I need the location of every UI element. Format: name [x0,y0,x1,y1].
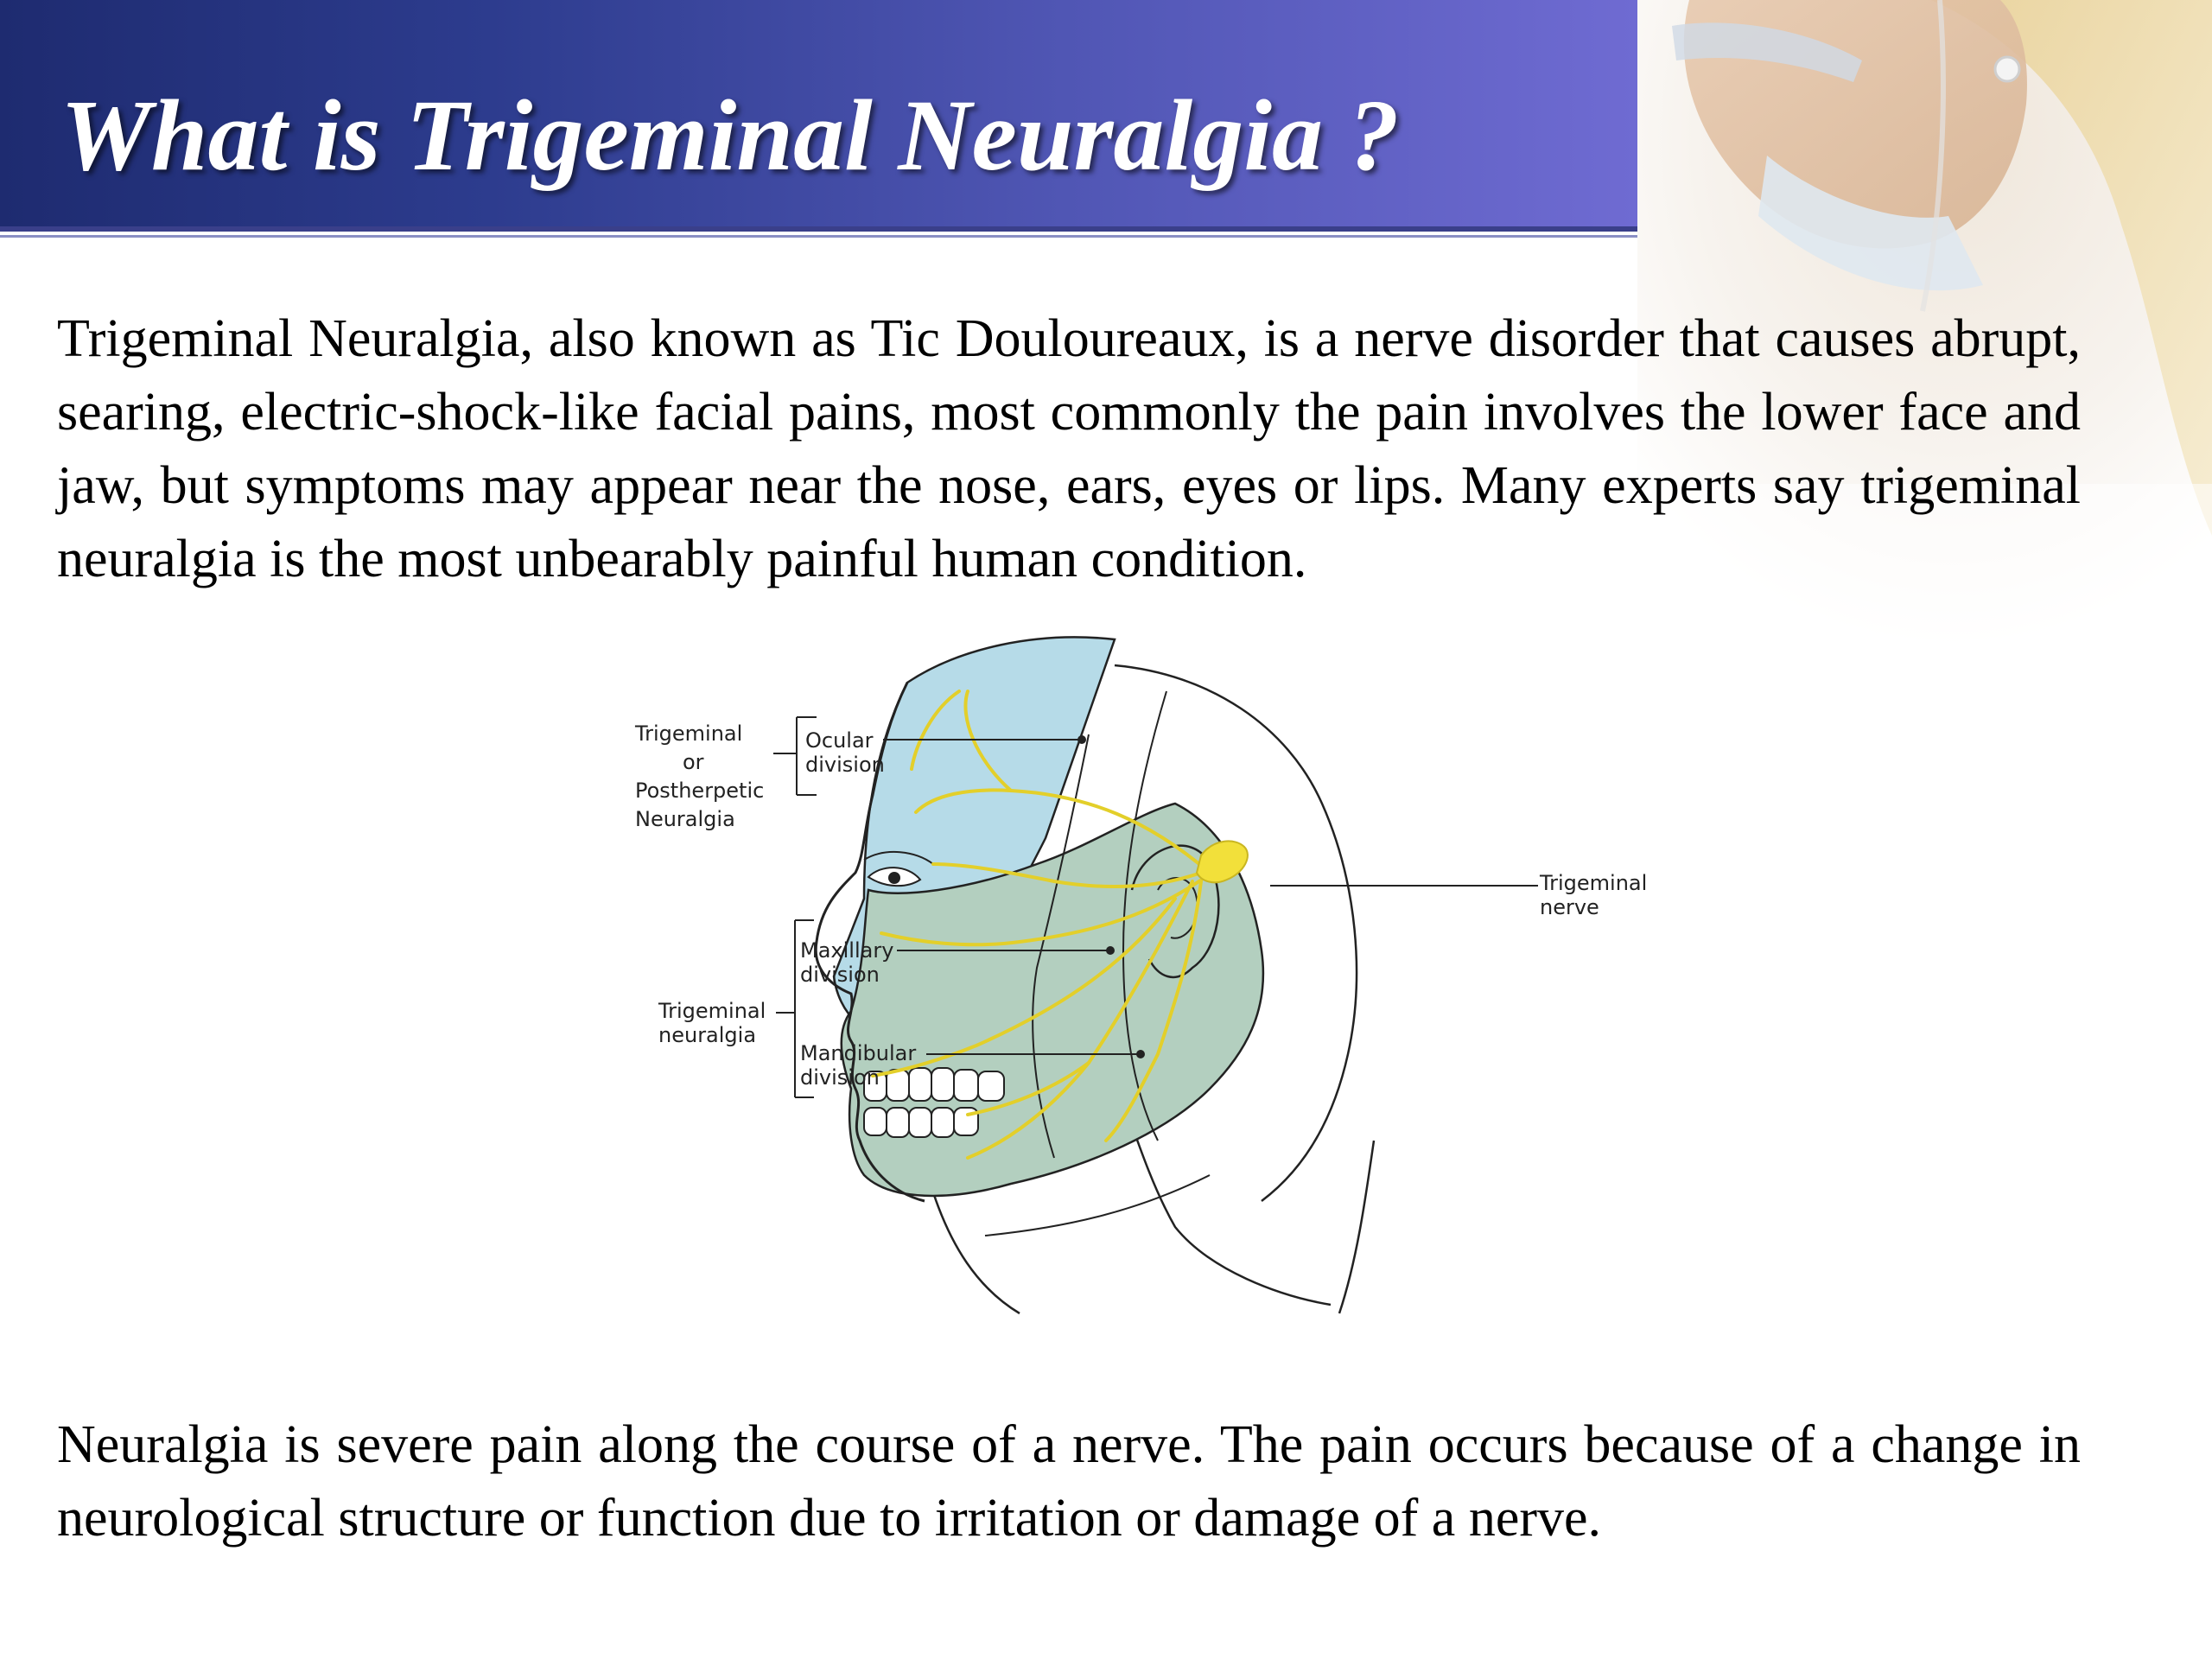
label-trigeminal-top: Trigeminal [635,721,743,746]
label-neuralgia-top: Neuralgia [635,807,735,831]
banner-rule-thin [0,235,1637,238]
label-mandibular-division: division [800,1065,880,1090]
slide-title: What is Trigeminal Neuralgia ? [60,79,1400,192]
label-nerve: nerve [1540,895,1599,919]
label-postherpetic: Postherpetic [635,779,765,803]
label-trigeminal-nerve: Trigeminal [1540,871,1648,895]
label-ocular-division: division [805,753,885,777]
definition-paragraph: Neuralgia is severe pain along the course of a nerve. The pain occurs because of a change in neurological structure or function due to irritation or damage of a nerve. [57,1415,2081,1548]
label-or: or [683,750,704,774]
title-banner [0,0,1637,226]
label-mandibular: Mandibular [800,1041,917,1065]
label-maxillary: Maxillary [800,938,894,963]
label-ocular: Ocular [805,728,874,753]
banner-rule [0,226,1637,232]
label-neuralgia-bottom: neuralgia [658,1023,757,1047]
label-trigeminal-bottom: Trigeminal [658,999,766,1023]
trigeminal-head-diagram [605,605,1685,1322]
intro-paragraph: Trigeminal Neuralgia, also known as Tic Douloureaux, is a nerve disorder that causes abrupt, searing, electric-shock-like facial pains, most commonly the pain involves the lower face and jaw, but symptoms may appear near the nose, ears, eyes or lips. Many experts say trigeminal neuralgia is the most unbearably painful human condition. [57,309,2081,588]
label-maxillary-division: division [800,963,880,987]
